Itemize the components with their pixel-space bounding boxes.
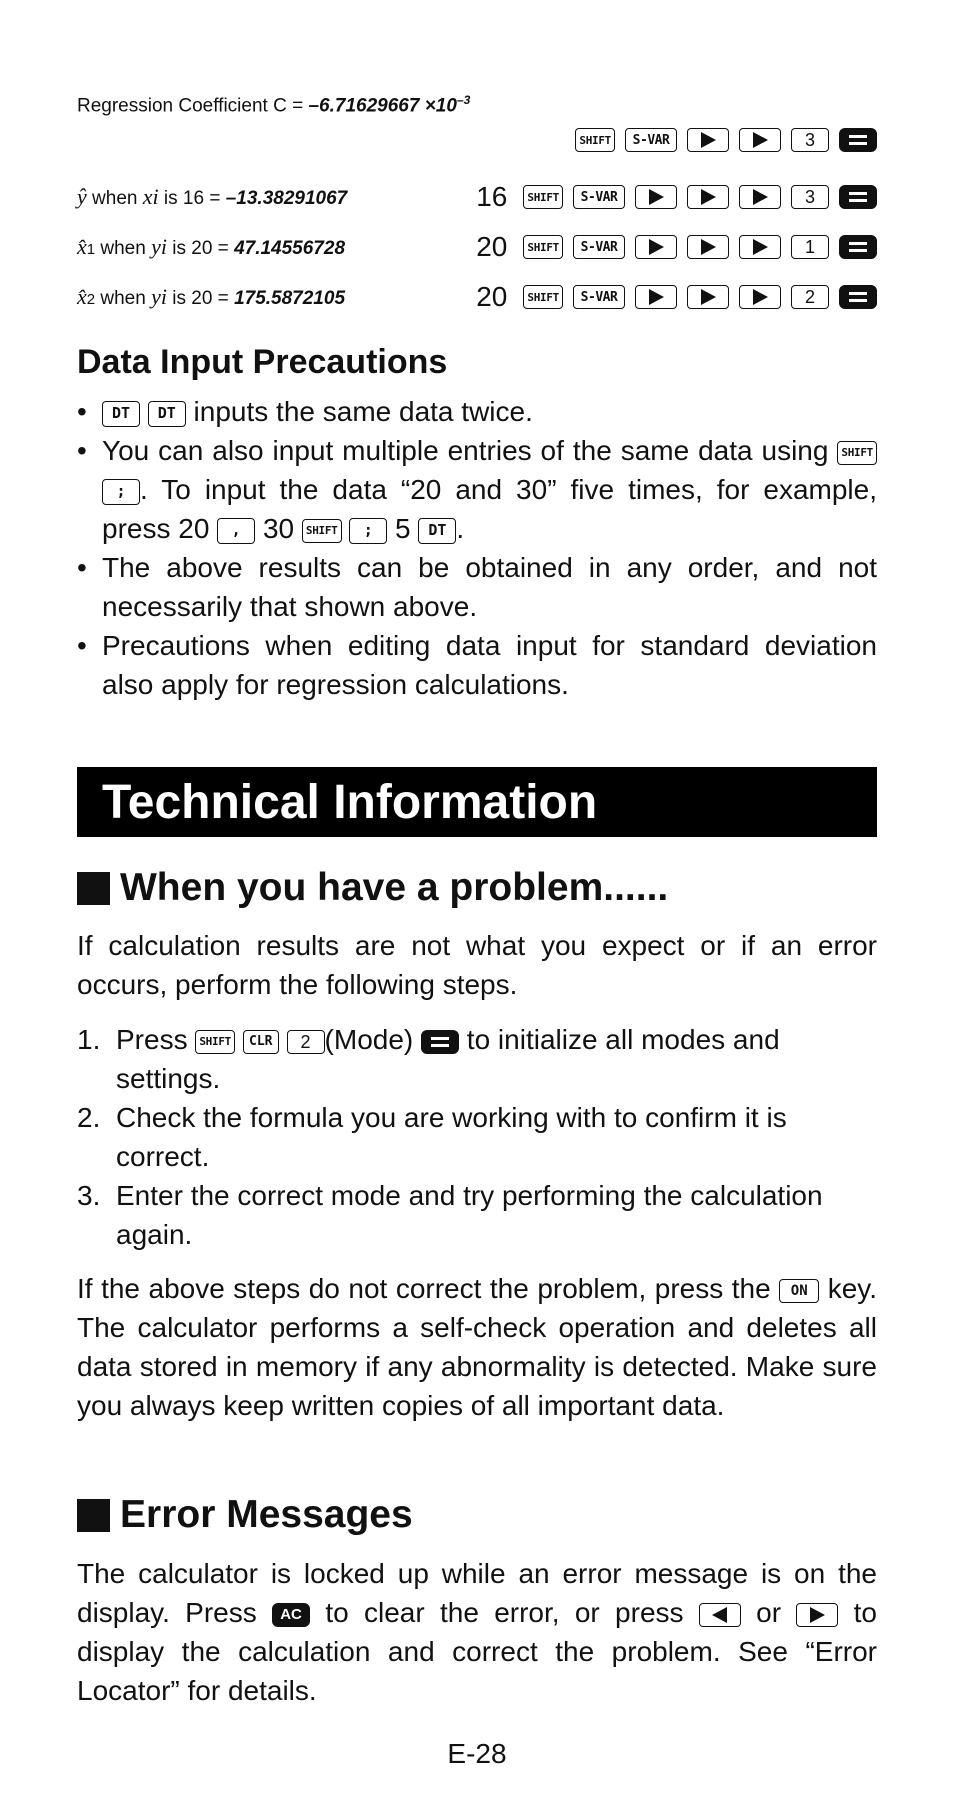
square-bullet-icon [77,872,110,905]
square-bullet-icon [77,1499,110,1532]
regression-coefficient-line: Regression Coefficient $C = -6.71629667 \times 10^{-3}$ [77,93,471,117]
dt-key-icon: DT [102,401,140,427]
list-item: • The above results can be obtained in any order, and not necessarily that shown above. [77,548,877,626]
error-messages-heading: Error Messages [77,1493,413,1537]
s-var-key-icon: S-VAR [625,128,677,152]
coefficient-value: –6.71629667 [308,95,420,117]
shift-key-icon: SHIFT [302,519,342,543]
clr-key-icon: CLR [243,1030,279,1054]
estimate-row-x2: x̂2 when yi is 20 = 175.5872105 20 SHIFT S-VAR 2 [77,281,877,313]
shift-key-icon: SHIFT [837,441,877,465]
s-var-key-icon: S-VAR [573,185,625,209]
list-item: • DT DT inputs the same data twice. [77,392,877,431]
comma-key-icon: , [217,518,255,544]
number-key-icon: 3 [791,185,829,209]
number-key-icon: 3 [791,128,829,152]
shift-key-icon: SHIFT [575,128,615,152]
shift-key-icon: SHIFT [523,235,563,259]
right-arrow-key-icon [739,185,781,209]
error-messages-paragraph: The calculator is locked up while an error message is on the display. Press AC to clear the error, or press or to display the calculation and correct the problem. See “Error Locator” for details. [77,1558,877,1706]
problem-heading: When you have a problem...... [77,866,668,910]
list-item: • You can also input multiple entries of the same data using SHIFT ; . To input the data “20 and 30” five times, for example, press 20 , 30 SHIFT ; 5 DT . [77,431,877,548]
right-arrow-key-icon [635,235,677,259]
semicolon-key-icon: ; [102,479,140,505]
troubleshooting-steps [77,1020,877,1254]
list-item: 2. Check the formula you are working with to confirm it is correct. [77,1102,787,1172]
equals-key-icon [421,1030,459,1054]
right-arrow-key-icon [739,128,781,152]
right-arrow-key-icon [687,185,729,209]
shift-key-icon: SHIFT [195,1030,235,1054]
right-arrow-key-icon [796,1603,838,1627]
estimate-key-sequence: 20 SHIFT S-VAR 1 [476,231,877,263]
problem-intro: If calculation results are not what you expect or if an error occurs, perform the following steps. [77,930,877,1000]
estimate-row-y: ŷ when xi is 16 = –13.38291067 16 SHIFT S-VAR 3 [77,181,877,213]
right-arrow-key-icon [687,128,729,152]
number-key-icon: 1 [791,235,829,259]
right-arrow-key-icon [635,185,677,209]
list-item: • Precautions when editing data input for standard deviation also apply for regression calculations. [77,626,877,704]
right-arrow-key-icon [739,285,781,309]
page-number: E-28 [447,1738,507,1769]
on-key-icon: ON [779,1279,819,1303]
equals-key-icon [839,128,877,152]
precautions-heading: Data Input Precautions [77,343,448,381]
estimate-row-x1: x̂1 when yi is 20 = 47.14556728 20 SHIFT S-VAR 1 [77,231,877,263]
s-var-key-icon: S-VAR [573,285,625,309]
number-key-icon: 2 [287,1030,325,1054]
ac-key-icon: AC [272,1603,310,1627]
equals-key-icon [839,185,877,209]
dt-key-icon: DT [418,518,456,544]
right-arrow-key-icon [687,235,729,259]
number-key-icon: 2 [791,285,829,309]
precautions-list [77,392,877,704]
right-arrow-key-icon [739,235,781,259]
estimate-key-sequence: 16 SHIFT S-VAR 3 [476,181,877,213]
s-var-key-icon: S-VAR [573,235,625,259]
list-item: 3. Enter the correct mode and try performing the calculation again. [77,1180,823,1250]
left-arrow-key-icon [699,1603,741,1627]
semicolon-key-icon: ; [349,518,387,544]
equals-key-icon [839,235,877,259]
right-arrow-key-icon [635,285,677,309]
coefficient-key-sequence [575,128,877,152]
self-check-paragraph: If the above steps do not correct the problem, press the ON key. The calculator performs a self-check operation and deletes all data stored in memory if any abnormality is detected. Make sure you always keep written copies of all important data. [77,1273,877,1421]
estimate-key-sequence: 20 SHIFT S-VAR 2 [476,281,877,313]
dt-key-icon: DT [148,401,186,427]
shift-key-icon: SHIFT [523,285,563,309]
right-arrow-key-icon [687,285,729,309]
equals-key-icon [839,285,877,309]
shift-key-icon: SHIFT [523,185,563,209]
list-item: 1. Press SHIFT CLR 2 (Mode) to initialize all modes and settings. [77,1024,780,1094]
section-banner: Technical Information [77,767,877,837]
